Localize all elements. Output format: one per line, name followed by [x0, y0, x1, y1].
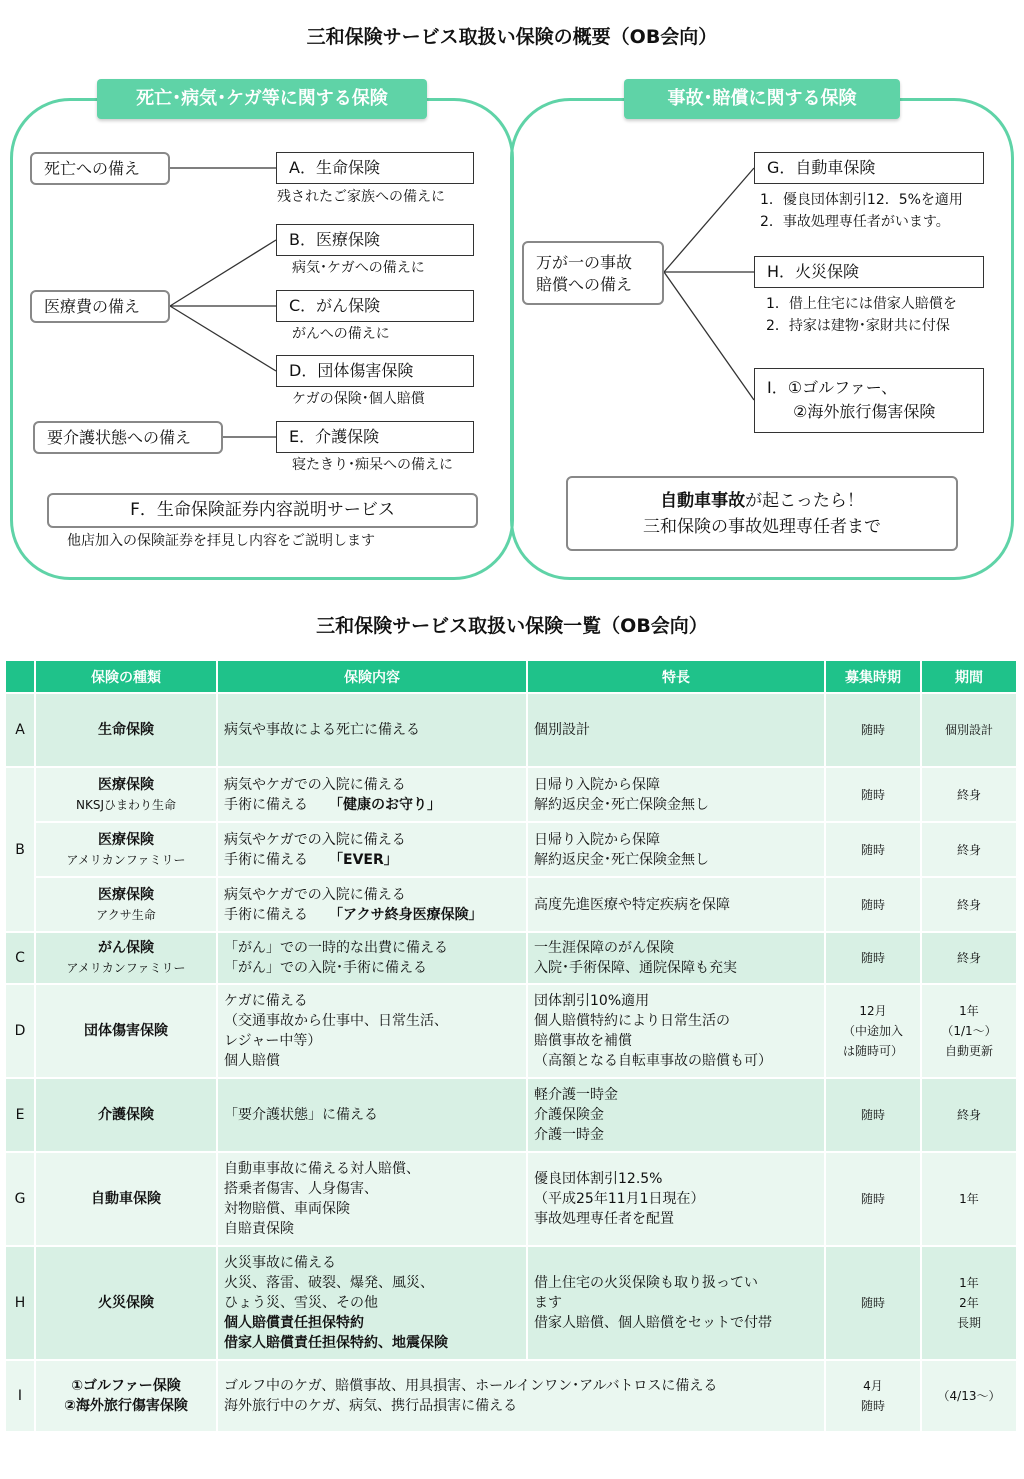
row-code: D — [6, 985, 36, 1079]
notice-rest: が起こったら！ — [745, 491, 864, 511]
row-period: 長期 — [956, 1316, 981, 1330]
row-name: 火災保険 — [36, 1247, 218, 1361]
row-content: 病気やケガでの入院に備える — [224, 886, 406, 903]
row-features: 軽介護一時金 — [534, 1087, 618, 1103]
row-features: 借上住宅の火災保険も取り扱ってい — [534, 1275, 758, 1291]
row-content-cell — [218, 985, 528, 1079]
row-features: 高度先進医療や特定疾病を保障 — [528, 878, 826, 933]
item-g-sub2: 2．事故処理専任者がいます。 — [760, 214, 950, 230]
row-features: 介護保険金 — [534, 1107, 604, 1123]
row-content: 「がん」での一時的な出費に備える — [224, 940, 448, 956]
row-name: 介護保険 — [36, 1079, 218, 1153]
row-period: 終身 — [922, 823, 1018, 878]
table-row — [6, 985, 1018, 1079]
group-death: 死亡への備え — [30, 152, 170, 185]
row-content-cell — [218, 1153, 528, 1247]
row-content: 自動車事故に備える対人賠償、 — [224, 1161, 420, 1177]
row-features-cell — [528, 933, 826, 985]
row-content: 病気やケガでの入院に備える — [224, 831, 406, 848]
group-accident-line1: 万が一の事故 — [536, 253, 633, 272]
row-name: 医療保険 — [98, 831, 154, 848]
row-content-prefix: 手術に備える — [224, 906, 308, 923]
row-content: 対物賠償、車両保険 — [224, 1201, 350, 1217]
row-content-cell — [218, 878, 528, 933]
list-title: 三和保険サービス取扱い保険一覧（OB会向） — [316, 615, 708, 637]
row-timing: 4月 — [863, 1379, 883, 1393]
row-name-cell — [36, 933, 218, 985]
service-f: F．生命保険証券内容説明サービス — [47, 493, 478, 528]
row-content-prefix: 手術に備える — [224, 851, 308, 868]
row-content: 「がん」での入院･手術に備える — [224, 960, 427, 976]
row-features-cell — [528, 1153, 826, 1247]
item-i-line1: I．①ゴルファー、 — [767, 378, 898, 397]
row-timing: 随時 — [826, 933, 922, 985]
row-period: （1/1～） — [941, 1024, 997, 1038]
item-c-cancer: C．がん保険 — [276, 290, 474, 322]
row-timing: 随時 — [826, 1079, 922, 1153]
row-name: 団体傷害保険 — [36, 985, 218, 1079]
row-name: がん保険 — [98, 940, 154, 956]
row-content: ケガに備える — [224, 993, 308, 1009]
header-timing: 募集時期 — [826, 661, 922, 694]
row-name-cell — [36, 1361, 218, 1433]
row-period: 終身 — [922, 1079, 1018, 1153]
row-content-special: 個人賠償責任担保特約 — [224, 1315, 364, 1331]
row-period-cell — [922, 985, 1018, 1079]
row-timing: 随時 — [826, 878, 922, 933]
row-content: レジャー中等） — [224, 1033, 322, 1049]
row-features: 事故処理専任者を配置 — [534, 1211, 674, 1227]
item-h-sub2: 2．持家は建物･家財共に付保 — [766, 318, 950, 334]
table-header — [6, 661, 1018, 694]
group-accident-line2: 賠償への備え — [536, 275, 633, 294]
row-content-prefix: 手術に備える — [224, 796, 308, 813]
group-accident — [522, 241, 664, 305]
table-row — [6, 1153, 1018, 1247]
row-code: G — [6, 1153, 36, 1247]
row-content-product: 「EVER」 — [336, 851, 398, 868]
item-c-sub: がんへの備えに — [292, 326, 390, 342]
row-name-cell — [36, 768, 218, 823]
row-name: ①ゴルファー保険 — [71, 1378, 181, 1394]
header-features: 特長 — [528, 661, 826, 694]
group-medical: 医療費の備え — [30, 290, 170, 323]
row-period: 終身 — [922, 768, 1018, 823]
row-features-cell — [528, 985, 826, 1079]
header-type: 保険の種類 — [36, 661, 218, 694]
row-content: 個人賠償 — [224, 1053, 280, 1069]
row-features: 借家人賠償、個人賠償をセットで付帯 — [534, 1315, 772, 1331]
row-period: 自動更新 — [944, 1044, 993, 1058]
row-content: （交通事故から仕事中、日常生活、 — [224, 1013, 448, 1029]
row-code: C — [6, 933, 36, 985]
row-content-cell — [218, 1361, 826, 1433]
overview-title: 三和保険サービス取扱い保険の概要（OB会向） — [306, 26, 718, 48]
row-period-cell — [922, 1247, 1018, 1361]
row-features: 解約返戻金･死亡保険金無し — [534, 851, 709, 868]
row-company: アメリカンファミリー — [66, 852, 186, 867]
row-name: 生命保険 — [36, 694, 218, 768]
row-content: 火災事故に備える — [224, 1255, 336, 1271]
row-timing: 随時 — [826, 823, 922, 878]
row-code: A — [6, 694, 36, 768]
item-e-sub: 寝たきり･痴呆への備えに — [292, 457, 453, 473]
row-timing: 随時 — [826, 1247, 922, 1361]
row-features: 賠償事故を補償 — [534, 1033, 632, 1049]
row-company: NKSJひまわり生命 — [75, 797, 176, 812]
row-period: 終身 — [922, 933, 1018, 985]
row-period: 1年 — [959, 1276, 979, 1290]
row-content-cell — [218, 768, 528, 823]
row-content: 自賠責保険 — [224, 1221, 294, 1237]
row-content-cell — [218, 823, 528, 878]
row-content-product: 「アクサ終身医療保険」 — [336, 906, 483, 923]
table-row — [6, 694, 1018, 768]
item-d-group-injury: D．団体傷害保険 — [276, 355, 474, 387]
row-timing: 随時 — [826, 694, 922, 768]
item-a-sub: 残されたご家族への備えに — [277, 189, 445, 205]
row-content-cell — [218, 1247, 528, 1361]
row-period: 1年 — [959, 1004, 979, 1018]
row-content: 海外旅行中のケガ、病気、携行品損害に備える — [224, 1398, 518, 1414]
row-period: 1年 — [922, 1153, 1018, 1247]
accident-notice — [566, 476, 958, 551]
item-g-auto: G．自動車保険 — [754, 152, 984, 184]
row-features: 個別設計 — [528, 694, 826, 768]
row-features: 一生涯保障のがん保険 — [534, 940, 674, 956]
row-features: 介護一時金 — [534, 1127, 604, 1143]
row-content-product: 「健康のお守り」 — [336, 796, 441, 813]
item-d-sub: ケガの保険･個人賠償 — [292, 391, 425, 407]
row-name-cell — [36, 823, 218, 878]
header-period: 期間 — [922, 661, 1018, 694]
row-timing: 随時 — [860, 1399, 885, 1413]
row-period: （4/13～） — [922, 1361, 1018, 1433]
item-b-medical: B．医療保険 — [276, 224, 474, 256]
row-company: アメリカンファミリー — [66, 961, 186, 975]
row-features-cell — [528, 1079, 826, 1153]
table-row — [6, 1247, 1018, 1361]
row-timing: 随時 — [826, 768, 922, 823]
row-content: 病気やケガでの入院に備える — [224, 776, 406, 793]
row-content: 火災、落雷、破裂、爆発、風災、 — [224, 1275, 434, 1291]
row-features: 個人賠償特約により日常生活の — [534, 1013, 730, 1029]
item-h-fire: H．火災保険 — [754, 256, 984, 288]
group-care: 要介護状態への備え — [33, 421, 223, 454]
table-row — [6, 878, 1018, 933]
service-f-sub: 他店加入の保険証券を拝見し内容をご説明します — [67, 533, 375, 549]
item-i-line2: ②海外旅行傷害保険 — [793, 402, 936, 421]
row-timing: （中途加入 — [842, 1024, 903, 1038]
row-content: ひょう災、雪災、その他 — [224, 1295, 378, 1311]
row-features: 解約返戻金･死亡保険金無し — [534, 796, 709, 813]
row-content: 病気や事故による死亡に備える — [218, 694, 528, 768]
left-panel-title: 死亡･病気･ケガ等に関する保険 — [97, 79, 427, 119]
row-company: アクサ生命 — [96, 907, 156, 922]
row-timing: 12月 — [859, 1004, 887, 1018]
row-name: ②海外旅行傷害保険 — [64, 1398, 188, 1414]
row-period: 終身 — [922, 878, 1018, 933]
row-features: ます — [534, 1295, 562, 1311]
row-timing: は随時可） — [842, 1044, 903, 1058]
item-b-sub: 病気･ケガへの備えに — [292, 260, 425, 276]
row-timing: 随時 — [826, 1153, 922, 1247]
row-content: 搭乗者傷害、人身傷害、 — [224, 1181, 378, 1197]
row-code: I — [6, 1361, 36, 1433]
row-features-cell — [528, 768, 826, 823]
row-name: 医療保険 — [98, 886, 154, 903]
row-content: ゴルフ中のケガ、賠償事故、用具損害、ホールインワン･アルバトロスに備える — [224, 1378, 718, 1394]
notice-line2: 三和保険の事故処理専任者まで — [643, 517, 881, 537]
row-features: 入院･手術保障、通院保障も充実 — [534, 960, 737, 976]
row-name: 自動車保険 — [36, 1153, 218, 1247]
notice-bold: 自動車事故 — [660, 491, 746, 511]
row-features: （高額となる自転車事故の賠償も可） — [534, 1053, 772, 1069]
item-a-life: A．生命保険 — [276, 152, 474, 184]
table-row — [6, 1361, 1018, 1433]
row-features: 団体割引10%適用 — [534, 993, 650, 1009]
row-name: 医療保険 — [98, 776, 154, 793]
header-content: 保険内容 — [218, 661, 528, 694]
row-period: 2年 — [959, 1296, 979, 1310]
row-features-cell — [528, 1247, 826, 1361]
table-row — [6, 933, 1018, 985]
table-row — [6, 1079, 1018, 1153]
insurance-table — [6, 661, 1018, 1433]
table-row — [6, 823, 1018, 878]
row-features-cell — [528, 823, 826, 878]
row-content-cell — [218, 933, 528, 985]
table-row — [6, 768, 1018, 823]
right-panel-title: 事故･賠償に関する保険 — [624, 79, 900, 119]
row-content-special: 借家人賠償責任担保特約、地震保険 — [224, 1335, 448, 1351]
row-code: E — [6, 1079, 36, 1153]
row-timing-cell — [826, 1361, 922, 1433]
row-name-cell — [36, 878, 218, 933]
row-period: 個別設計 — [922, 694, 1018, 768]
row-features: 日帰り入院から保障 — [534, 831, 660, 848]
item-h-sub1: 1．借上住宅には借家人賠償を — [766, 296, 957, 312]
row-timing-cell — [826, 985, 922, 1079]
row-features: （平成25年11月1日現在） — [534, 1191, 705, 1207]
row-code: H — [6, 1247, 36, 1361]
row-content: 「要介護状態」に備える — [218, 1079, 528, 1153]
item-i-golf-travel — [754, 368, 984, 433]
row-features: 日帰り入院から保障 — [534, 776, 660, 793]
item-g-sub1: 1．優良団体割引12．5%を適用 — [760, 192, 963, 208]
item-e-care: E．介護保険 — [276, 421, 474, 453]
row-code: B — [6, 768, 36, 933]
row-features: 優良団体割引12.5% — [534, 1171, 663, 1187]
